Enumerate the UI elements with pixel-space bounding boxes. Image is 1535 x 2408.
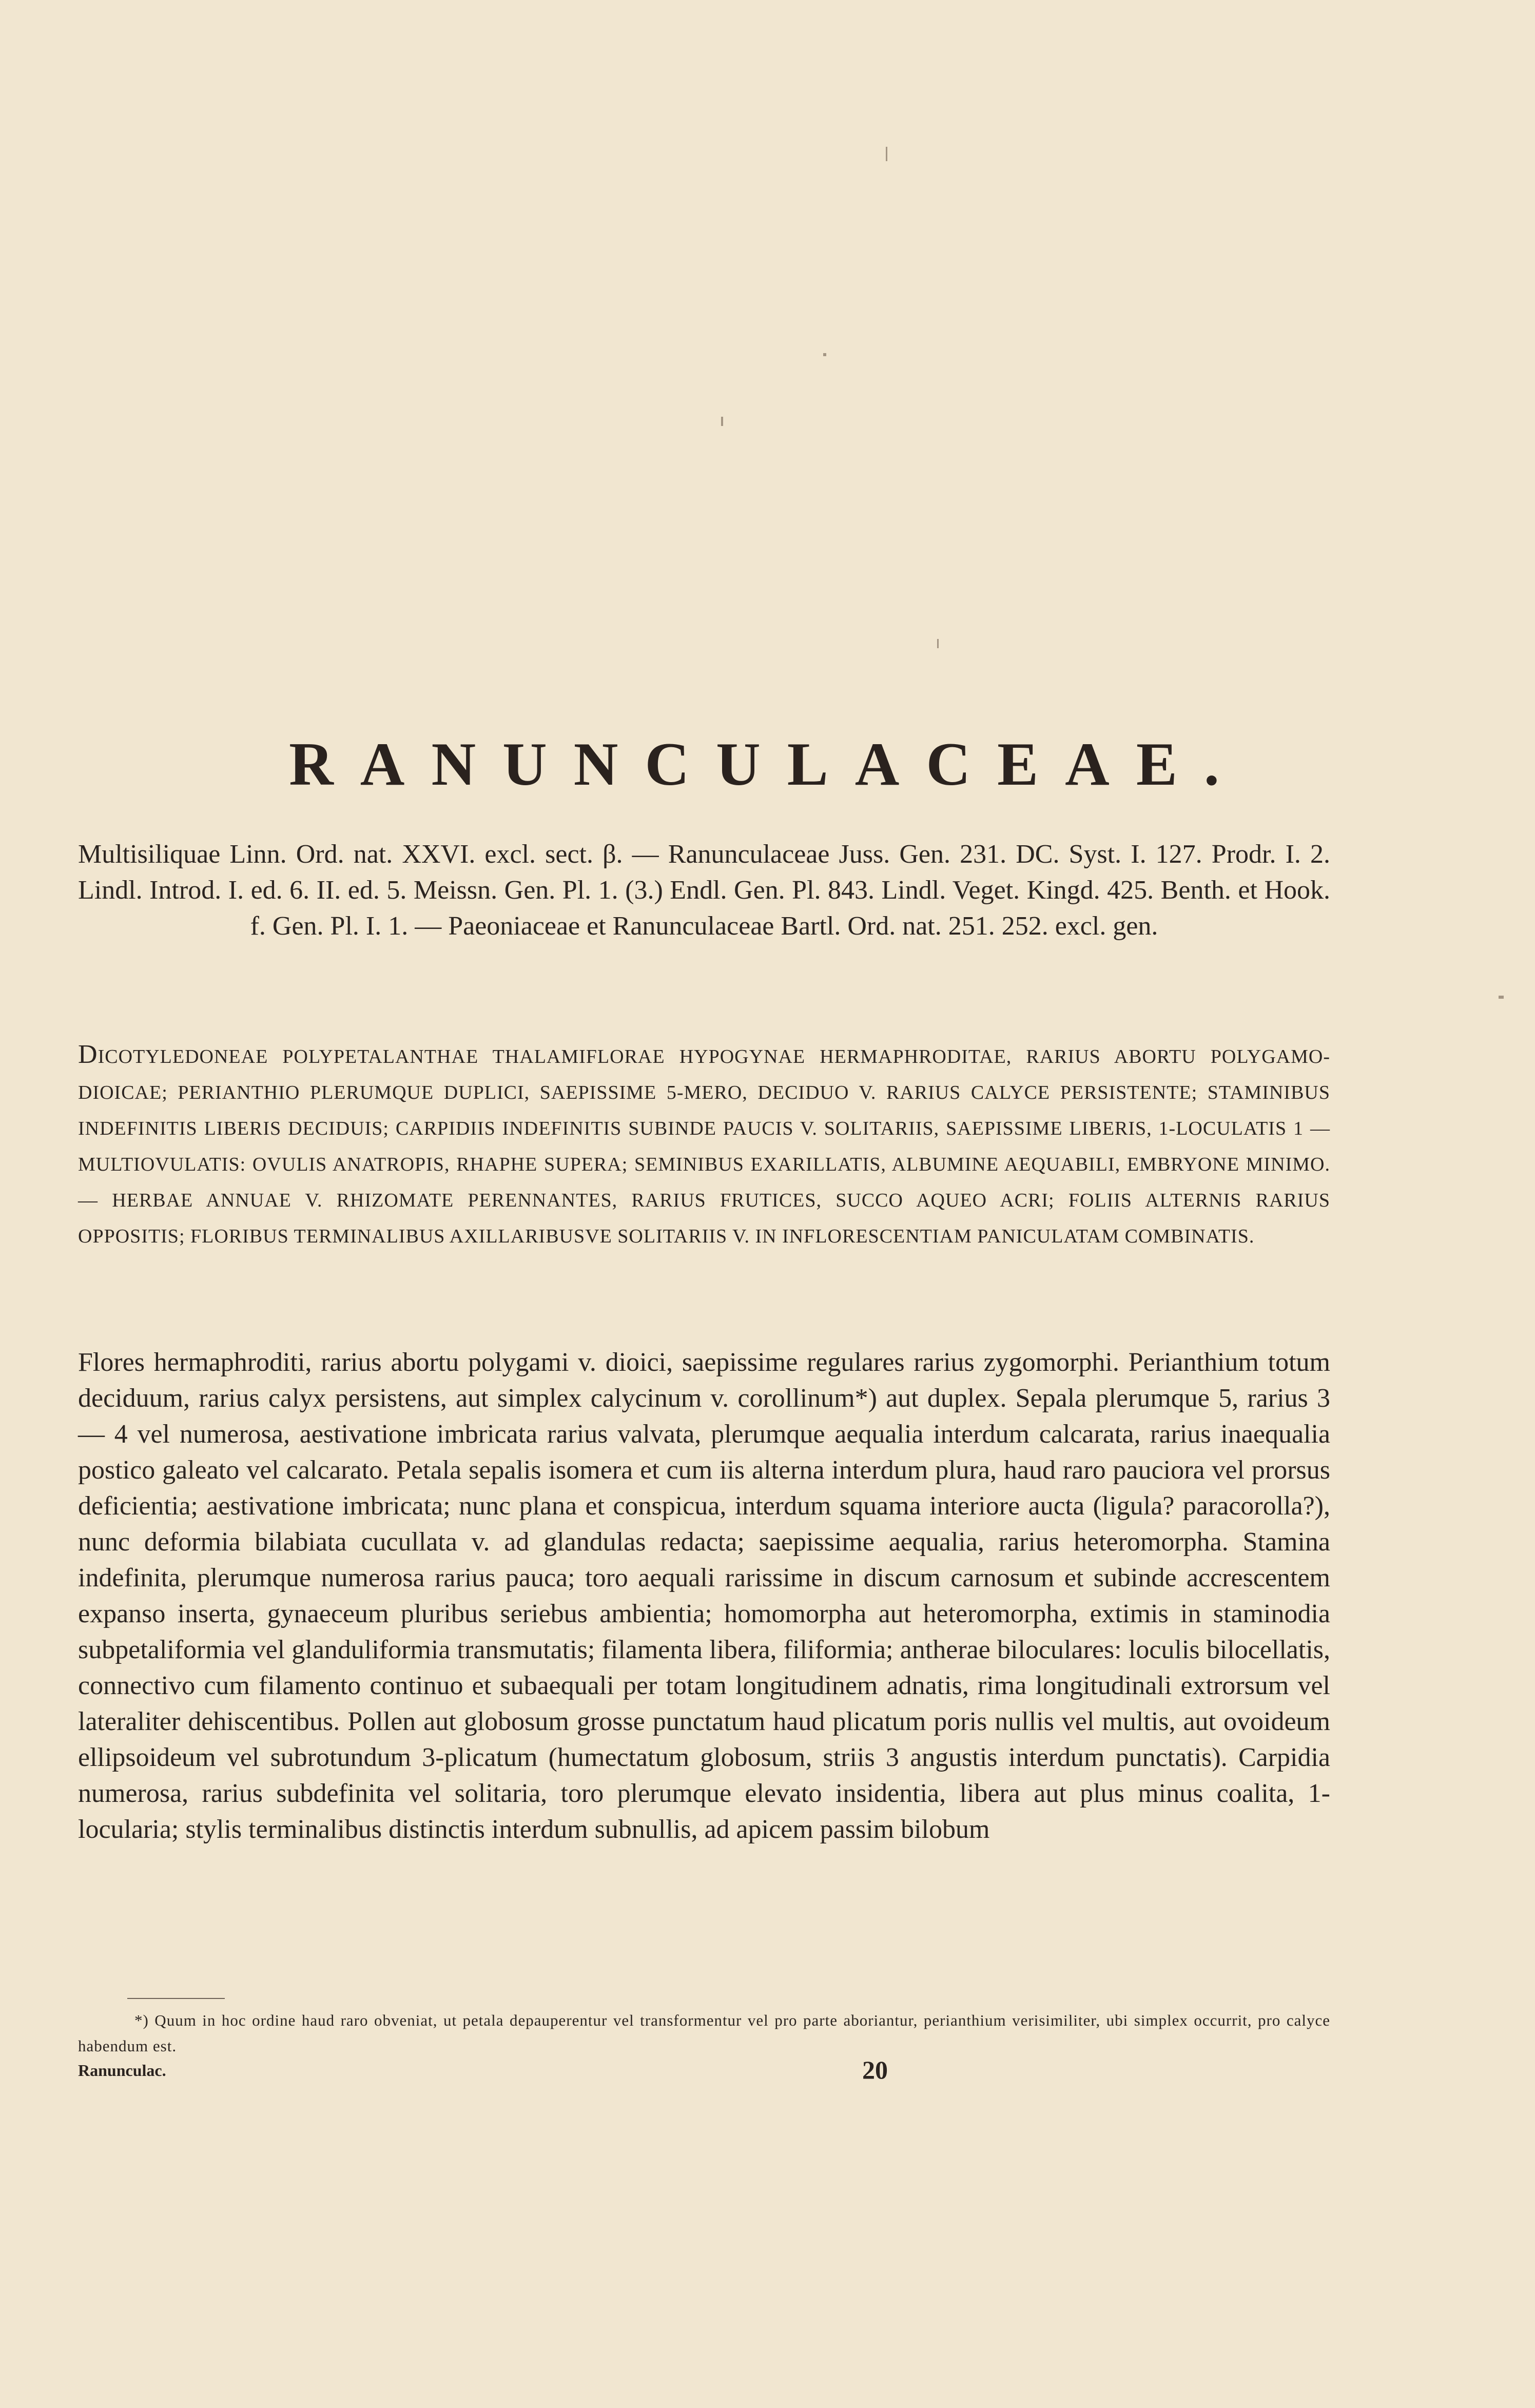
footnote-rule: [127, 1998, 225, 1999]
paper-speck: [721, 417, 723, 426]
footnote: *) Quum in hoc ordine haud raro obveniat, ut petala depauperentur vel transformentur vel pro parte aboriantur, perianthium verisimiliter, ubi simplex occurrit, pro calyce habendum est.: [78, 2011, 1330, 2055]
diagnosis-text: ICOTYLEDONEAE POLYPETALANTHAE THALAMIFLORAE HYPOGYNAE HERMAPHRODITAE, RARIUS ABORTU POLYGAMO-DIOICAE; PERIANTHIO PLERUMQUE DUPLICI, SAEPISSIME 5-MERO, DECIDUO V. RARIUS CALYCE PERSISTENTE; STAMINIBUS INDEFINITIS LIBERIS DECIDUIS; CARPIDIIS INDEFINITIS SUBINDE PAUCIS V. SOLITARIIS, SAEPISSIME LIBERIS, 1-LOCULATIS 1 — MULTIOVULATIS: OVULIS ANATROPIS, RHAPHE SUPERA; SEMINIBUS EXARILLATIS, ALBUMINE AEQUABILI, EMBRYONE MINIMO. — HERBAE ANNUAE V. RHIZOMATE PERENNANTES, RARIUS FRUTICES, SUCCO AQUEO ACRI; FOLIIS ALTERNIS RARIUS OPPOSITIS; FLORIBUS TERMINALIBUS AXILLARIBUSVE SOLITARIIS V. IN INFLORESCENTIAM PANICULATAM COMBINATIS.: [78, 1046, 1330, 1247]
page-title: RANUNCULACEAE.: [289, 730, 1246, 798]
diagnosis-initial: D: [78, 1040, 98, 1069]
paper-speck: [937, 639, 939, 648]
diagnosis-paragraph: [78, 1037, 1330, 1254]
signature-mark: Ranunculac.: [78, 2061, 166, 2080]
description-paragraph: Flores hermaphroditi, rarius abortu polygami v. dioici, saepissime regulares rarius zygomorphi. Perianthium totum deciduum, rarius calyx persistens, aut simplex calycinum v. corollinum*) aut duplex. Sepala plerumque 5, rarius 3 — 4 vel numerosa, aestivatione imbricata rarius valvata, plerumque aequalia interdum calcarata, rarius inaequalia postico galeato vel calcarato. Petala sepalis isomera et cum iis alterna interdum plura, haud raro pauciora vel prorsus deficientia; aestivatione imbricata; nunc plana et conspicua, interdum squama interiore aucta (ligula? paracorolla?), nunc deformia bilabiata cucullata v. ad glandulas redacta; saepissime aequalia, rarius heteromorpha. Stamina indefinita, plerumque numerosa rarius pauca; toro aequali rarissime in discum carnosum et subinde accrescentem expanso inserta, gynaeceum pluribus seriebus ambientia; homomorpha aut heteromorpha, extimis in staminodia subpetaliformia vel glanduliformia transmutatis; filamenta libera, filiformia; antherae biloculares: loculis bilocellatis, connectivo cum filamento continuo et subaequali per totam longitudinem adnatis, rima longitudinali extrorsum vel lateraliter dehiscentibus. Pollen aut globosum grosse punctatum haud plicatum poris nullis vel multis, aut ovoideum ellipsoideum vel subrotundum 3-plicatum (humectatum globosum, striis 3 angustis interdum punctatis). Carpidia numerosa, rarius subdefinita vel solitaria, toro plerumque elevato insidentia, libera aut plus minus coalita, 1-locularia; stylis terminalibus distinctis interdum subnullis, ad apicem passim bilobum: [78, 1348, 1330, 1844]
synonymy-paragraph: Multisiliquae Linn. Ord. nat. XXVI. excl. sect. β. — Ranunculaceae Juss. Gen. 231. DC. Syst. I. 127. Prodr. I. 2. Lindl. Introd. I. ed. 6. II. ed. 5. Meissn. Gen. Pl. 1. (3.) Endl. Gen. Pl. 843. Lindl. Veget. Kingd. 425. Benth. et Hook. f. Gen. Pl. I. 1. — Paeoniaceae et Ranunculaceae Bartl. Ord. nat. 251. 252. excl. gen.: [78, 840, 1330, 941]
paper-speck: [1499, 996, 1504, 999]
page-number: 20: [862, 2055, 888, 2084]
paper-speck: [886, 147, 887, 161]
paper-speck: [823, 353, 826, 356]
